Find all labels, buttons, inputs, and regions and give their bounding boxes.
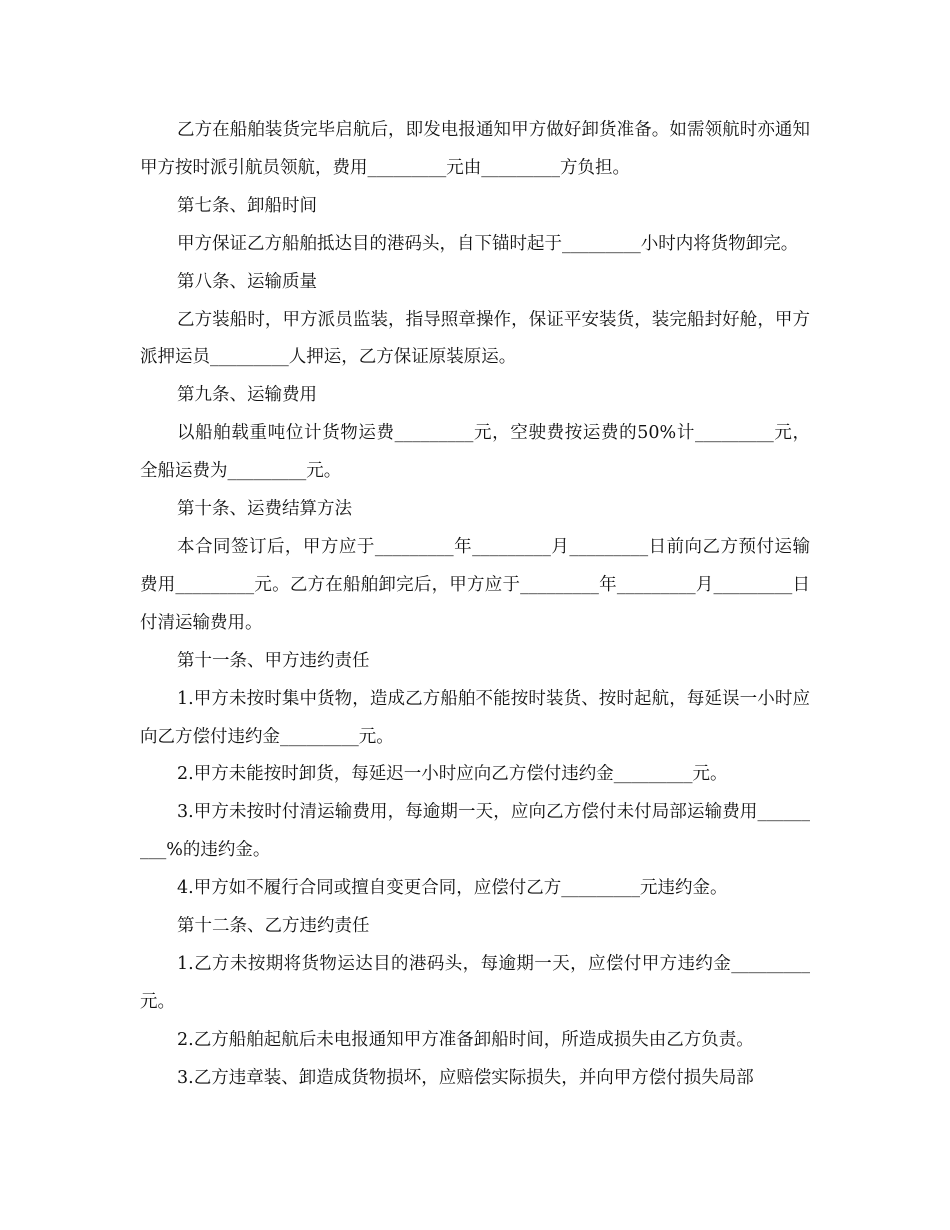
heading-article-9: 第九条、运输费用 xyxy=(177,385,317,406)
paragraph-party-a-breach-2: 2.甲方未能按时卸货，每延迟一小时应向乙方偿付违约金_________元。 xyxy=(177,764,728,785)
paragraph-party-b-breach-1: 1.乙方未按期将货物运达目的港码头，每逾期一天，应偿付甲方违约金_________元。 xyxy=(140,953,810,1012)
paragraph-party-a-breach-1: 1.甲方未按时集中货物，造成乙方船舶不能按时装货、按时起航，每延误一小时应向乙方偿付违约金_________元。 xyxy=(140,688,810,747)
heading-article-7: 第七条、卸船时间 xyxy=(177,195,317,216)
heading-article-10: 第十条、运费结算方法 xyxy=(177,499,352,520)
paragraph-unloading-time: 甲方保证乙方船舶抵达目的港码头，自下锚时起于_________小时内将货物卸完。 xyxy=(177,233,799,254)
paragraph-party-a-breach-4: 4.甲方如不履行合同或擅自变更合同，应偿付乙方_________元违约金。 xyxy=(177,878,728,899)
heading-article-12: 第十二条、乙方违约责任 xyxy=(177,916,370,937)
paragraph-transport-quality: 乙方装船时，甲方派员监装，指导照章操作，保证平安装货，装完船封好舱，甲方派押运员_________人押运，乙方保证原装原运。 xyxy=(140,309,810,368)
document-page xyxy=(140,112,810,1098)
heading-article-11: 第十一条、甲方违约责任 xyxy=(177,650,370,671)
heading-article-8: 第八条、运输质量 xyxy=(177,271,317,292)
paragraph-party-a-breach-3: 3.甲方未按时付清运输费用，每逾期一天，应向乙方偿付未付局部运输费用_________%的违约金。 xyxy=(140,802,810,861)
paragraph-transport-fees: 以船舶载重吨位计货物运费_________元，空驶费按运费的50%计_________元，全船运费为_________元。 xyxy=(140,423,810,482)
paragraph-party-b-breach-3: 3.乙方违章装、卸造成货物损坏，应赔偿实际损失，并向甲方偿付损失局部 xyxy=(177,1067,754,1088)
paragraph-departure-notice: 乙方在船舶装货完毕启航后，即发电报通知甲方做好卸货准备。如需领航时亦通知甲方按时派引航员领航，费用_________元由_________方负担。 xyxy=(140,120,810,178)
paragraph-settlement-method: 本合同签订后，甲方应于_________年_________月_________日前向乙方预付运输费用_________元。乙方在船舶卸完后，甲方应于_________年_________月_________日付清运输费用。 xyxy=(140,536,810,633)
paragraph-party-b-breach-2: 2.乙方船舶起航后未电报通知甲方准备卸船时间，所造成损失由乙方负责。 xyxy=(177,1029,754,1050)
